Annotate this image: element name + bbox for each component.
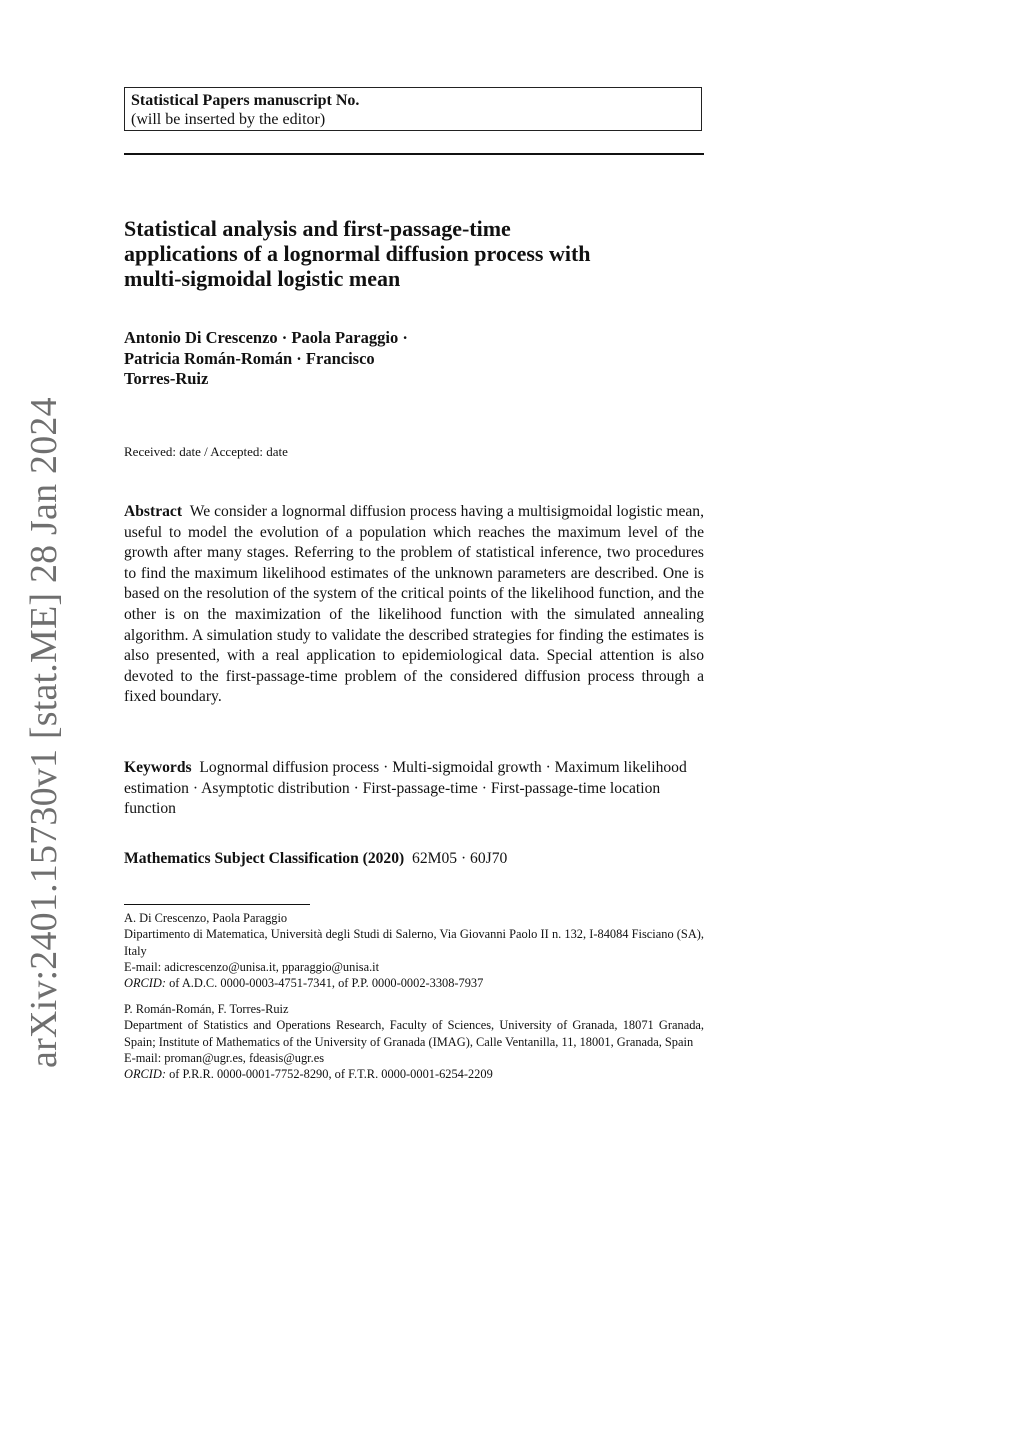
orcid-ids: of A.D.C. 0000-0003-4751-7341, of P.P. 0000-0002-3308-7937 [169, 976, 484, 991]
abstract-text: We consider a lognormal diffusion process having a multisigmoidal logistic mean, useful to model the evolution of a population which reaches the maximum level of the growth after many stages. Referring to the problem of statistical inference, two procedures to find the maximum likelihood estimates of the unknown parameters are described. One is based on the resolution of the system of the critical points of the likelihood function, and the other is on the maximization of the likelihood function with the simulated annealing algorithm. A simulation study to validate the described strategies for finding the estimates is also presented, with a real application to epidemiological data. Special attention is also devoted to the first-passage-time problem of the considered diffusion process through a fixed boundary. [124, 503, 705, 706]
keywords-label: Keywords [124, 759, 192, 776]
orcid-label: ORCID: [124, 1067, 166, 1082]
affiliation-salerno [124, 910, 704, 991]
keywords [124, 758, 704, 820]
orcid-label: ORCID: [124, 976, 166, 991]
msc-classification [124, 849, 704, 870]
orcid-ids: of P.R.R. 0000-0001-7752-8290, of F.T.R. 0000-0001-6254-2209 [169, 1067, 493, 1082]
affiliation-email: E-mail: proman@ugr.es, fdeasis@ugr.es [124, 1050, 325, 1065]
affiliation-address: Dipartimento di Matematica, Università degli Studi di Salerno, Via Giovanni Paolo II n. 132, I-84084 Fisciano (SA), Italy [124, 927, 704, 958]
arxiv-identifier-stamp: arXiv:2401.15730v1 [stat.ME] 28 Jan 2024 [23, 397, 65, 1068]
affiliation-orcid [124, 975, 704, 991]
footnote-rule [124, 904, 310, 905]
paper-title-line: applications of a lognormal diffusion process with [124, 241, 591, 266]
affiliation-names: P. Román-Román, F. Torres-Ruiz [124, 1002, 289, 1016]
author-line: Patricia Román-Román · Francisco [124, 348, 375, 368]
affiliation-orcid [124, 1066, 704, 1082]
author-line: Antonio Di Crescenzo · Paola Paraggio · [124, 328, 408, 347]
abstract [124, 502, 704, 708]
paper-title [124, 216, 704, 291]
msc-codes: 62M05 · 60J70 [412, 850, 508, 867]
abstract-label: Abstract [124, 503, 183, 520]
journal-header-subtitle: (will be inserted by the editor) [131, 111, 326, 128]
affiliation-granada [124, 1001, 704, 1082]
paper-title-line: Statistical analysis and first-passage-time [124, 216, 511, 241]
journal-header-title: Statistical Papers manuscript No. [131, 92, 360, 109]
affiliation-address: Department of Statistics and Operations Research, Faculty of Sciences, University of Granada, 18071 Granada, Spain; Institute of Mathematics of the University of Granada (IMAG), Calle Ventanilla, 11, 18001, Granada, Spain [124, 1018, 704, 1049]
affiliation-email: E-mail: adicrescenzo@unisa.it, pparaggio@unisa.it [124, 959, 380, 974]
received-date: Received: date / Accepted: date [124, 444, 288, 459]
author-line: Torres-Ruiz [124, 369, 209, 388]
paper-title-line: multi-sigmoidal logistic mean [124, 266, 401, 291]
keywords-text: Lognormal diffusion process · Multi-sigmoidal growth · Maximum likelihood estimation · Asymptotic distribution · First-passage-time · First-passage-time location function [124, 759, 687, 818]
author-list [124, 328, 524, 390]
header-rule [124, 153, 704, 155]
affiliation-names: A. Di Crescenzo, Paola Paraggio [124, 911, 288, 925]
msc-label: Mathematics Subject Classification (2020) [124, 850, 405, 867]
journal-header-box [124, 87, 702, 131]
